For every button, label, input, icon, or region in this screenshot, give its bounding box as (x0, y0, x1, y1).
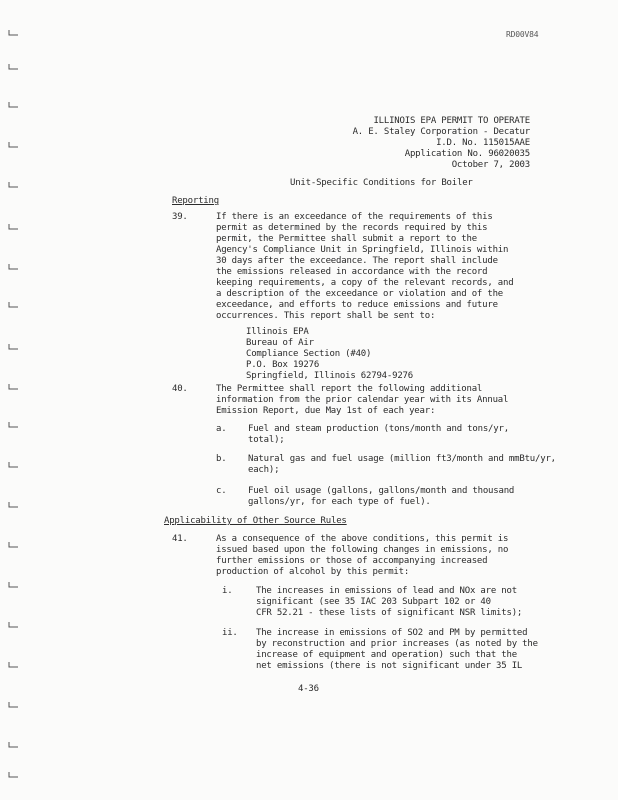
binding-mark (8, 660, 20, 669)
subheading-reporting: Reporting (172, 196, 219, 206)
subitem-line: Fuel and steam production (tons/month and tons/yr, (248, 424, 509, 434)
paragraph-line: production of alcohol by this permit: (216, 567, 410, 577)
paragraph-line: permit as determined by the records required by this (216, 223, 488, 233)
paragraph-line: further emissions or those of accompanying increased (216, 556, 488, 566)
binding-mark (8, 580, 20, 589)
paragraph-line: If there is an exceedance of the requirements of this (216, 212, 493, 222)
subitem-line: increase of equipment and operation) such that the (256, 650, 517, 660)
condition-number: 40. (172, 384, 188, 394)
subitem-label: ii. (222, 628, 238, 638)
condition-number: 41. (172, 534, 188, 544)
paragraph-line: occurrences. This report shall be sent to: (216, 311, 436, 321)
paragraph-line: 30 days after the exceedance. The report shall include (216, 256, 498, 266)
binding-mark (8, 180, 20, 189)
section2-title: Applicability of Other Source Rules (164, 516, 347, 526)
binding-mark (8, 460, 20, 469)
paragraph-line: The Permittee shall report the following additional (216, 384, 483, 394)
subitem-line: net emissions (there is not significant under 35 IL (256, 661, 523, 671)
subitem-line: The increases in emissions of lead and NOx are not (256, 586, 517, 596)
paragraph-line: exceedance, and efforts to reduce emissions and future (216, 300, 498, 310)
address-line: Springfield, Illinois 62794-9276 (246, 371, 413, 381)
paragraph-line: Emission Report, due May 1st of each year: (216, 406, 436, 416)
binding-mark (8, 140, 20, 149)
header-line: I.D. No. 115015AAE (436, 138, 530, 148)
header-line: A. E. Staley Corporation - Decatur (352, 127, 530, 137)
binding-mark (8, 740, 20, 749)
binding-mark (8, 222, 20, 231)
binding-mark (8, 300, 20, 309)
address-line: Compliance Section (#40) (246, 349, 372, 359)
binding-mark (8, 28, 20, 37)
subitem-line: CFR 52.21 - these lists of significant NSR limits); (256, 608, 523, 618)
paragraph-line: the emissions released in accordance with the record (216, 267, 488, 277)
condition-number: 39. (172, 212, 188, 222)
subitem-line: Fuel oil usage (gallons, gallons/month and thousand (248, 486, 515, 496)
document-id: RD00V84 (506, 30, 539, 39)
section-title: Unit-Specific Conditions for Boiler (290, 178, 473, 188)
subitem-label: i. (222, 586, 233, 596)
header-line: October 7, 2003 (451, 160, 530, 170)
page-number: 4-36 (298, 684, 319, 694)
subitem-line: each); (248, 465, 280, 475)
subitem-line: total); (248, 435, 285, 445)
binding-mark (8, 770, 20, 779)
address-line: P.O. Box 19276 (246, 360, 320, 370)
binding-mark (8, 62, 20, 71)
subitem-line: by reconstruction and prior increases (as noted by the (256, 639, 538, 649)
binding-mark (8, 540, 20, 549)
binding-mark (8, 262, 20, 271)
subitem-label: a. (216, 424, 227, 434)
paragraph-line: permit, the Permittee shall submit a report to the (216, 234, 477, 244)
binding-mark (8, 420, 20, 429)
paragraph-line: a description of the exceedance or violation and of the (216, 289, 504, 299)
subitem-line: gallons/yr, for each type of fuel). (248, 497, 431, 507)
subitem-label: c. (216, 486, 227, 496)
header-line: ILLINOIS EPA PERMIT TO OPERATE (373, 116, 530, 126)
subitem-line: The increase in emissions of SO2 and PM by permitted (256, 628, 528, 638)
address-line: Bureau of Air (246, 338, 314, 348)
paragraph-line: information from the prior calendar year with its Annual (216, 395, 509, 405)
binding-mark (8, 500, 20, 509)
address-line: Illinois EPA (246, 327, 309, 337)
header-line: Application No. 96020035 (404, 149, 530, 159)
paragraph-line: issued based upon the following changes in emissions, no (216, 545, 509, 555)
subitem-label: b. (216, 454, 227, 464)
binding-mark (8, 620, 20, 629)
subitem-line: Natural gas and fuel usage (million ft3/month and mmBtu/yr, (248, 454, 556, 464)
paragraph-line: keeping requirements, a copy of the relevant records, and (216, 278, 514, 288)
binding-mark (8, 100, 20, 109)
binding-mark (8, 700, 20, 709)
paragraph-line: Agency's Compliance Unit in Springfield, Illinois within (216, 245, 509, 255)
binding-mark (8, 342, 20, 351)
binding-mark (8, 382, 20, 391)
paragraph-line: As a consequence of the above conditions, this permit is (216, 534, 509, 544)
subitem-line: significant (see 35 IAC 203 Subpart 102 or 40 (256, 597, 491, 607)
